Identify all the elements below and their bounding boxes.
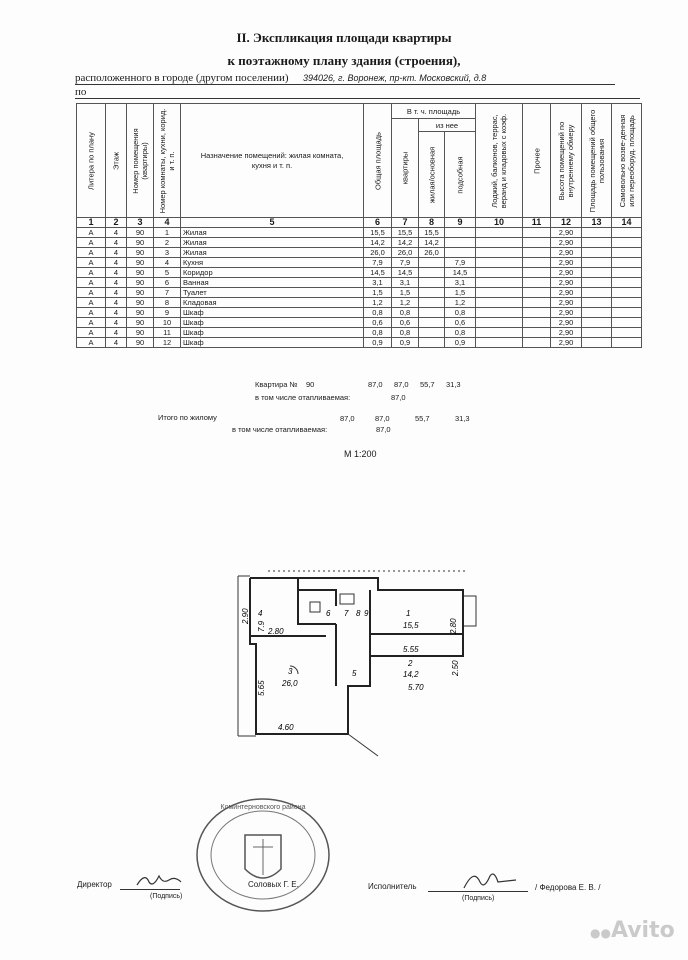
cell-kv: 90 xyxy=(127,238,154,248)
cell-total: 0,9 xyxy=(364,338,392,348)
document-subtitle: к поэтажному плану здания (строения), xyxy=(227,53,461,68)
cell-name: Жилая xyxy=(181,238,364,248)
cell-kv: 90 xyxy=(127,298,154,308)
table-row xyxy=(77,288,642,298)
room4-no: 4 xyxy=(258,609,263,618)
room2-height: 2.50 xyxy=(451,660,460,676)
cell-kv: 90 xyxy=(127,318,154,328)
cell-kv: 90 xyxy=(127,248,154,258)
cell-lit: А xyxy=(77,308,106,318)
table-row xyxy=(77,258,642,268)
cell-empty xyxy=(612,328,642,338)
cell-pods: 3,1 xyxy=(445,278,476,288)
cell-pods xyxy=(445,248,476,258)
cell-et: 4 xyxy=(106,298,127,308)
cell-empty xyxy=(612,288,642,298)
cell-zhil: 15,5 xyxy=(419,228,445,238)
header-ploshad-obsh: Площадь помещений общего пользования xyxy=(587,109,606,212)
cell-total: 1,2 xyxy=(364,298,392,308)
cell-pods: 0,6 xyxy=(445,318,476,328)
cell-kv: 90 xyxy=(127,278,154,288)
explication-table xyxy=(76,103,642,348)
cell-empty xyxy=(612,268,642,278)
cell-empty xyxy=(612,238,642,248)
director-podpis: (Подпись) xyxy=(150,893,183,900)
cell-kvart: 3,1 xyxy=(392,278,419,288)
room5-no: 5 xyxy=(352,669,357,678)
col-num: 5 xyxy=(181,218,364,228)
cell-empty xyxy=(612,308,642,318)
room3-area: 26,0 xyxy=(282,679,298,688)
cell-empty xyxy=(582,328,612,338)
room2-no: 2 xyxy=(408,659,413,668)
cell-lit: А xyxy=(77,318,106,328)
cell-empty xyxy=(523,238,551,248)
kvartira-no: 90 xyxy=(306,380,315,389)
cell-n: 1 xyxy=(154,228,181,238)
col-num: 11 xyxy=(523,218,551,228)
cell-empty xyxy=(612,298,642,308)
room1-width: 5.55 xyxy=(403,645,419,654)
cell-h: 2,90 xyxy=(551,238,582,248)
cell-empty xyxy=(476,228,523,238)
cell-zhil xyxy=(419,338,445,348)
cell-lit: А xyxy=(77,268,106,278)
cell-kv: 90 xyxy=(127,268,154,278)
cell-lit: А xyxy=(77,328,106,338)
cell-empty xyxy=(476,278,523,288)
avito-logo-icon: ●● xyxy=(590,926,611,940)
table-row xyxy=(77,228,642,238)
cell-empty xyxy=(582,238,612,248)
location-underline xyxy=(75,84,615,85)
cell-empty xyxy=(582,318,612,328)
cell-name: Шкаф xyxy=(181,338,364,348)
room9-no: 9 xyxy=(364,609,369,618)
cell-name: Шкаф xyxy=(181,318,364,328)
cell-kvart: 0,6 xyxy=(392,318,419,328)
director-signature xyxy=(135,870,185,890)
table-row xyxy=(77,278,642,288)
cell-h: 2,90 xyxy=(551,268,582,278)
cell-kv: 90 xyxy=(127,328,154,338)
cell-empty xyxy=(476,248,523,258)
room2-area: 14,2 xyxy=(403,670,419,679)
address-value: 394026, г. Воронеж, пр-кт. Московский, д.8 xyxy=(303,73,487,83)
header-litera: Литера по плану xyxy=(86,131,96,190)
table-header-row xyxy=(77,104,642,119)
it-otapl-label: в том числе отапливаемая: xyxy=(232,425,328,434)
cell-zhil xyxy=(419,278,445,288)
col-num: 10 xyxy=(476,218,523,228)
table-row xyxy=(77,268,642,278)
cell-lit: А xyxy=(77,278,106,288)
cell-name: Ванная xyxy=(181,278,364,288)
cell-empty xyxy=(612,258,642,268)
plan-walls xyxy=(250,578,463,734)
cell-n: 7 xyxy=(154,288,181,298)
cell-kv: 90 xyxy=(127,258,154,268)
cell-n: 6 xyxy=(154,278,181,288)
col-num: 1 xyxy=(77,218,106,228)
director-name: Соловых Г. Е. xyxy=(248,880,299,889)
cell-empty xyxy=(523,268,551,278)
cell-name: Кладовая xyxy=(181,298,364,308)
cell-total: 14,5 xyxy=(364,268,392,278)
it-kvart: 87,0 xyxy=(375,414,390,423)
col-num: 6 xyxy=(364,218,392,228)
kv-pods: 31,3 xyxy=(446,380,461,389)
cell-kvart: 1,5 xyxy=(392,288,419,298)
cell-h: 2,90 xyxy=(551,318,582,328)
cell-total: 0,8 xyxy=(364,328,392,338)
cell-empty xyxy=(476,298,523,308)
cell-zhil xyxy=(419,328,445,338)
cell-et: 4 xyxy=(106,338,127,348)
table-row xyxy=(77,328,642,338)
kv-kvart: 87,0 xyxy=(394,380,409,389)
cell-h: 2,90 xyxy=(551,248,582,258)
cell-empty xyxy=(523,338,551,348)
cell-pods: 1,5 xyxy=(445,288,476,298)
header-obshaya: Общая площадь xyxy=(373,131,382,190)
header-nomer-komn: Номер комнаты, кухни, корид. и т. п. xyxy=(158,108,176,213)
cell-empty xyxy=(612,338,642,348)
cell-pods: 0,8 xyxy=(445,308,476,318)
cell-zhil xyxy=(419,288,445,298)
header-nomer-pom: Номер помещения (квартиры) xyxy=(131,127,149,194)
cell-h: 2,90 xyxy=(551,308,582,318)
room4-area: 7.9 xyxy=(257,620,266,632)
col-num: 2 xyxy=(106,218,127,228)
cell-kvart: 1,2 xyxy=(392,298,419,308)
cell-n: 11 xyxy=(154,328,181,338)
cell-empty xyxy=(582,228,612,238)
cell-h: 2,90 xyxy=(551,298,582,308)
cell-h: 2,90 xyxy=(551,228,582,238)
floor-plan xyxy=(228,566,498,766)
cell-et: 4 xyxy=(106,288,127,298)
cell-empty xyxy=(523,278,551,288)
cell-empty xyxy=(582,258,612,268)
cell-total: 26,0 xyxy=(364,248,392,258)
cell-total: 1,5 xyxy=(364,288,392,298)
cell-total: 7,9 xyxy=(364,258,392,268)
cell-pods: 1,2 xyxy=(445,298,476,308)
cell-kvart: 14,5 xyxy=(392,268,419,278)
cell-n: 2 xyxy=(154,238,181,248)
cell-name: Шкаф xyxy=(181,308,364,318)
cell-n: 9 xyxy=(154,308,181,318)
cell-empty xyxy=(476,268,523,278)
ispolnitel-podpis: (Подпись) xyxy=(462,895,495,902)
location-label: расположенного в городе (другом поселении) xyxy=(75,72,289,84)
cell-lit: А xyxy=(77,248,106,258)
header-prochee: Прочее xyxy=(532,147,541,174)
cell-total: 15,5 xyxy=(364,228,392,238)
cell-empty xyxy=(612,248,642,258)
plan-details xyxy=(238,571,476,756)
cell-empty xyxy=(523,318,551,328)
cell-kv: 90 xyxy=(127,228,154,238)
cell-lit: А xyxy=(77,338,106,348)
cell-n: 12 xyxy=(154,338,181,348)
col-num: 13 xyxy=(582,218,612,228)
table-row xyxy=(77,318,642,328)
otapl-label: в том числе отапливаемая: xyxy=(255,393,351,402)
cell-zhil: 26,0 xyxy=(419,248,445,258)
avito-watermark: ●●Avito xyxy=(590,918,675,943)
cell-empty xyxy=(523,228,551,238)
header-iz-nee: из нее xyxy=(419,119,476,132)
table-row xyxy=(77,238,642,248)
cell-empty xyxy=(582,278,612,288)
room1-area: 15,5 xyxy=(403,621,419,630)
cell-kvart: 14,2 xyxy=(392,238,419,248)
cell-total: 14,2 xyxy=(364,238,392,248)
table-row xyxy=(77,298,642,308)
cell-pods: 7,9 xyxy=(445,258,476,268)
header-lodzhiy: Лоджий, балконов, террас, веранд и кладовых с коэф. xyxy=(490,113,508,208)
cell-empty xyxy=(582,298,612,308)
cell-empty xyxy=(476,238,523,248)
room8-no: 8 xyxy=(356,609,361,618)
cell-name: Коридор xyxy=(181,268,364,278)
po-label: по xyxy=(75,86,87,98)
cell-lit: А xyxy=(77,288,106,298)
room3-width: 4.60 xyxy=(278,723,294,732)
cell-empty xyxy=(582,288,612,298)
cell-et: 4 xyxy=(106,308,127,318)
cell-empty xyxy=(476,258,523,268)
cell-name: Жилая xyxy=(181,248,364,258)
cell-lit: А xyxy=(77,228,106,238)
cell-kvart: 0,9 xyxy=(392,338,419,348)
room3-no: 3 xyxy=(288,667,293,676)
cell-name: Жилая xyxy=(181,228,364,238)
room1-no: 1 xyxy=(406,609,411,618)
cell-kvart: 15,5 xyxy=(392,228,419,238)
column-numbers-row xyxy=(77,218,642,228)
cell-et: 4 xyxy=(106,268,127,278)
cell-empty xyxy=(582,308,612,318)
table-row xyxy=(77,338,642,348)
cell-pods: 14,5 xyxy=(445,268,476,278)
kv-zhil: 55,7 xyxy=(420,380,435,389)
cell-pods: 0,8 xyxy=(445,328,476,338)
cell-empty xyxy=(523,288,551,298)
otapl-value: 87,0 xyxy=(391,393,406,402)
cell-empty xyxy=(582,338,612,348)
po-underline xyxy=(75,98,640,99)
cell-et: 4 xyxy=(106,258,127,268)
cell-empty xyxy=(523,328,551,338)
cell-empty xyxy=(612,318,642,328)
cell-empty xyxy=(582,268,612,278)
cell-h: 2,90 xyxy=(551,338,582,348)
room7-no: 7 xyxy=(344,609,349,618)
cell-empty xyxy=(523,298,551,308)
cell-lit: А xyxy=(77,298,106,308)
cell-zhil xyxy=(419,268,445,278)
cell-et: 4 xyxy=(106,248,127,258)
cell-empty xyxy=(582,248,612,258)
cell-kv: 90 xyxy=(127,308,154,318)
cell-zhil xyxy=(419,308,445,318)
room4-height: 2.90 xyxy=(241,608,250,624)
cell-empty xyxy=(612,278,642,288)
cell-name: Туалет xyxy=(181,288,364,298)
header-podsobnaya: подсобная xyxy=(455,155,465,194)
room2-width: 5.70 xyxy=(408,683,424,692)
kv-total: 87,0 xyxy=(368,380,383,389)
col-num: 3 xyxy=(127,218,154,228)
cell-kvart: 0,8 xyxy=(392,308,419,318)
cell-pods xyxy=(445,228,476,238)
cell-name: Кухня xyxy=(181,258,364,268)
cell-h: 2,90 xyxy=(551,258,582,268)
cell-zhil xyxy=(419,318,445,328)
table-body xyxy=(77,228,642,348)
header-etazh: Этаж xyxy=(111,151,121,170)
cell-h: 2,90 xyxy=(551,328,582,338)
cell-empty xyxy=(476,288,523,298)
cell-total: 3,1 xyxy=(364,278,392,288)
kvartira-label: Квартира № xyxy=(255,380,298,389)
cell-pods xyxy=(445,238,476,248)
cell-kvart: 0,8 xyxy=(392,328,419,338)
scale-label: М 1:200 xyxy=(344,449,377,459)
cell-h: 2,90 xyxy=(551,288,582,298)
cell-et: 4 xyxy=(106,318,127,328)
col-num: 12 xyxy=(551,218,582,228)
cell-n: 3 xyxy=(154,248,181,258)
cell-zhil xyxy=(419,298,445,308)
cell-zhil: 14,2 xyxy=(419,238,445,248)
itogo-label: Итого по жилому xyxy=(158,413,217,422)
ispolnitel-signature xyxy=(460,868,520,894)
cell-empty xyxy=(476,308,523,318)
cell-lit: А xyxy=(77,258,106,268)
cell-n: 10 xyxy=(154,318,181,328)
table-row xyxy=(77,308,642,318)
room4-width: 2.80 xyxy=(268,627,284,636)
cell-total: 0,6 xyxy=(364,318,392,328)
col-num: 14 xyxy=(612,218,642,228)
header-kvartiry: квартиры xyxy=(400,151,410,185)
cell-name: Шкаф xyxy=(181,328,364,338)
cell-empty xyxy=(476,338,523,348)
director-label: Директор xyxy=(77,880,112,889)
cell-kv: 90 xyxy=(127,338,154,348)
header-vysota: Высота помещений по внутреннему обмеру xyxy=(557,121,575,200)
cell-kv: 90 xyxy=(127,288,154,298)
cell-kvart: 26,0 xyxy=(392,248,419,258)
it-pods: 31,3 xyxy=(455,414,470,423)
it-otapl-value: 87,0 xyxy=(376,425,391,434)
header-samovol: Самовольно возве-денная или переоборуд. площадь xyxy=(617,114,636,207)
col-num: 8 xyxy=(419,218,445,228)
cell-et: 4 xyxy=(106,238,127,248)
col-num: 9 xyxy=(445,218,476,228)
cell-lit: А xyxy=(77,238,106,248)
cell-empty xyxy=(476,328,523,338)
header-vtch: В т. ч. площадь xyxy=(392,104,476,119)
cell-h: 2,90 xyxy=(551,278,582,288)
cell-total: 0,8 xyxy=(364,308,392,318)
header-zhilaya: жилая/основная xyxy=(427,146,436,203)
stamp-text: Коминтерновского района xyxy=(220,804,306,811)
it-zhil: 55,7 xyxy=(415,414,430,423)
cell-empty xyxy=(523,248,551,258)
cell-empty xyxy=(523,258,551,268)
cell-pods: 0,9 xyxy=(445,338,476,348)
cell-n: 8 xyxy=(154,298,181,308)
cell-zhil xyxy=(419,258,445,268)
col-num: 4 xyxy=(154,218,181,228)
room1-height: 2.80 xyxy=(449,618,458,634)
cell-kvart: 7,9 xyxy=(392,258,419,268)
cell-n: 5 xyxy=(154,268,181,278)
cell-empty xyxy=(476,318,523,328)
cell-empty xyxy=(612,228,642,238)
official-stamp xyxy=(193,795,333,915)
ispolnitel-name: / Федорова Е. В. / xyxy=(535,883,601,892)
cell-et: 4 xyxy=(106,328,127,338)
cell-n: 4 xyxy=(154,258,181,268)
header-naznachenie: Назначение помещений: жилая комната, кухня и т. п. xyxy=(181,104,364,218)
cell-et: 4 xyxy=(106,278,127,288)
document-title: II. Экспликация площади квартиры xyxy=(236,30,452,45)
cell-et: 4 xyxy=(106,228,127,238)
ispolnitel-label: Исполнитель xyxy=(368,882,417,891)
col-num: 7 xyxy=(392,218,419,228)
room6-no: 6 xyxy=(326,609,331,618)
cell-empty xyxy=(523,308,551,318)
it-total: 87,0 xyxy=(340,414,355,423)
room3-height: 5.65 xyxy=(257,680,266,696)
table-row xyxy=(77,248,642,258)
